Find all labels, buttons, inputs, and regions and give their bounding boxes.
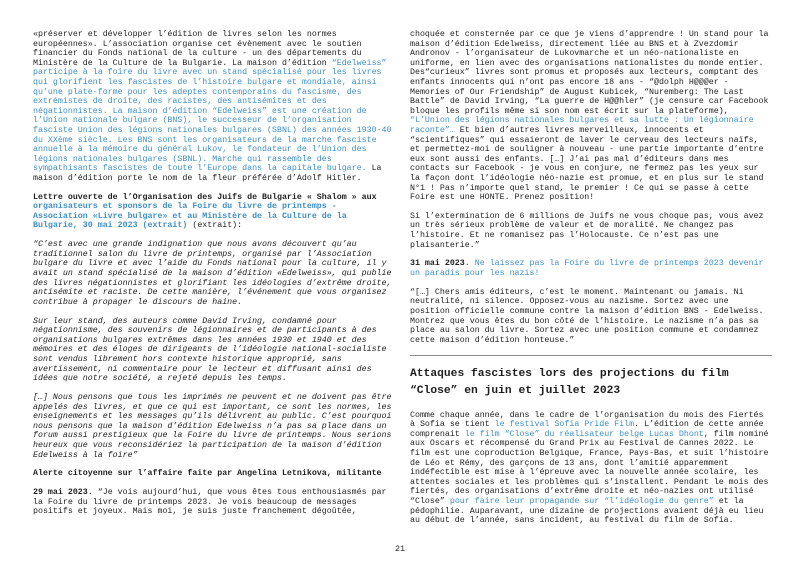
text-segment: Et bien d’autres livres merveilleux, innocents et “scientifiques” qui essaieront de laver le cerveau des lecteurs naïfs, et permettez-moi de souligner à nouveau - une partie importante d’entre eux sont aussi des enfants. […] J’ai pas mal d’éditeurs dans mes contacts sur Facebook - je vous en conjure, ne fermez pas les yeux sur la façon dont l’idéologie néo-nazie est promue, et en plus sur le stand N°1 ! Pas n’importe quel stand, le premier ! Ce qui se passe à cette Foire est une HONTE. Prenez position! [410,125,764,203]
text-segment: . L’édition de cette année comprenait [410,420,764,439]
text-segment: Lettre ouverte de l’Organisation des Juifs de Bulgarie « Shalom » aux [33,192,377,202]
extermination-paragraph: Si l’extermination de 6 millions de Juifs ne vous choque pas, vous avez un très sérieux problème de valeur et de moralité. Ne changez pas l’histoire. Et ne romanisez pas l’Holocauste. Ce n’est pas une plaisanterie.” [410,211,764,250]
link-text[interactable]: “Edelweiss” participe à la foire du livre avec un stand spécialisé pour les livres qui glorifient les fascistes de l’histoire bulgare et mondiale, ainsi qu’une plate-forme pour les adeptes contemporains du fascisme, des extrémistes de droite, des racistes, des antisémites et des négationnistes. La maison d’édition “Edelweiss” est une création de l’Union nationale bulgare (BNS), le successeur de l’organisation fasciste Union des légions nationales bulgares (SBNL) des années 1930-40 du XXème siècle. Les BNS sont les organisateurs de la marche fasciste annuelle à la mémoire du général Lukov, le fondateur de l’Union des légions nationales bulgares (SBNL). Marche qui rassemble des sympathisants fascistes de toute l’Europe dans la capitale bulgare. [33,58,392,174]
text-segment: . “Je vois aujourd’hui, que vous êtes tous enthousiasmés par la Foire du livre de printemps 2023. Je vois beaucoup de messages positifs et joyeux. Mais moi, je suis juste franchement dégoûtée, [33,488,387,517]
link-text[interactable]: Ne laissez pas la Foire du livre de printemps 2023 devenir un paradis pour les nazis! [410,259,764,279]
section-divider [410,355,772,356]
citizen-alert-heading: Alerte citoyenne sur l’affaire faite par Angelina Letnikova, militante [33,469,382,479]
left-column [33,30,395,535]
text-segment: La maison d’édition porte le nom de la fleur préférée d’Adolf Hitler. [33,164,382,183]
open-letter-heading [33,193,395,231]
text-segment: Comme chaque année, dans le cadre de l’organisation du mois des Fiertés à Sofia se tient [410,410,764,430]
text-segment: . [464,259,475,269]
link-text[interactable]: organisateurs et sponsors de la Foire du livre de printemps - Association «Livre bulgare» et au Ministère de la Culture de la Bulgarie, 30 mai 2023 (extrait) [33,202,347,231]
close-film-paragraph [410,411,772,526]
page-number: 21 [395,545,405,554]
letter-quote-paragraph-3: […] Nous pensons que tous les imprimés ne peuvent et ne doivent pas être appelés des livres, et que ce qui est important, ce sont les normes, les enseignements et les messages qu’ils délivrent au public. C’est pourquoi nous pensons que la maison d’édition Edelweiss n’a pas sa place dans un forum aussi prestigieux que la Foire du livre de printemps. Nous serions heureux que vous reconsidériez la participation de la maison d’édition Edelweiss à la foire” [33,392,392,460]
letter-quote-paragraph-1: “C’est avec une grande indignation que nous avons découvert qu’au traditionnel salon du livre de printemps, organisé par l’Association bulgare du livre et avec l’aide du Fonds national pour la culture, il y avait un stand spécialisé de la maison d’édition «Edelweiss», qui publie des livres négationnistes et glorifiant les idéologies d’extrême droite, antisémite et raciste. De cette manière, l’événement que vous organisez contribue à propager le discours de haine. [33,240,392,307]
text-segment: 29 mai 2023 [33,488,88,498]
intro-paragraph [33,30,395,184]
alert-continuation-paragraph [410,30,772,203]
link-text[interactable]: pour faire leur propagande sur “l’idéologie du genre” [449,496,714,506]
right-column [410,30,772,535]
text-segment: (extrait): [187,221,243,231]
link-text[interactable]: “L’Union des légions nationales bulgares et sa lutte : Un légionnaire raconte”… [410,116,754,135]
letter-quote-paragraph-2: Sur leur stand, des auteurs comme David Irving, condamné pour négationnisme, des souvenirs de légionnaires et de participants à des organisations bulgares extrêmes dans les années 1930 et 1940 et des mémoires et des éloges de dirigeants de l’idéologie national-socialiste sont vendus librement hors contexte historique approprié, sans avertissement, ni commentaire pour le lecteur et diffusant ainsi des idées que notre société, a rejeté depuis les temps. [33,316,387,384]
may31-paragraph [410,259,772,278]
link-text[interactable]: le film “Close” du réalisateur belge Lucas Dhont [464,429,704,439]
section-heading-close-film: Attaques fascistes lors des projections du film “Close” en juin et juillet 2023 [410,367,729,397]
text-segment: 31 mai 2023 [410,259,465,269]
link-text[interactable]: le festival Sofia Pride Film [494,420,635,430]
may29-paragraph [33,488,395,517]
text-segment: choquée et consternée par ce que je viens d’apprendre ! Un stand pour la maison d’édition Edelweiss, directement liée au BNS et à Zvezdomir Andronov - l’organisateur de Lukovmarche et un néo-nationaliste en uniforme, en lien avec des organisations nationalistes du monde entier. Des“curieux” livres sont promus et proposés aux lecteurs, comptant des enfants innocents qui n’ont pas encore 18 ans - “@dolph H@@@er - Memories of Our Friendship” de August Kubicek, “Nuremberg: The Last Battle” de David Irving, “La guerre de H@@hler” (je censure car Facebook bloque les profils même si son nom est écrit sur la plateforme), [410,30,769,116]
text-segment: «préserver et développer l’édition de livres selon les normes européennes». L’association organise cet évènement avec le soutien financier du Fonds national de la culture - un des départements du Ministère de la Culture de la Bulgarie. La maison d’édition [33,30,362,68]
appeal-quote-paragraph: “[…] Chers amis éditeurs, c’est le moment. Maintenant ou jamais. Ni neutralité, ni silence. Opposez-vous au nazisme. Sortez avec une position officielle commune contre la maison d’édition BNS - Edelweiss. Montrez que vous êtes du bon côté de l’histoire. Le nazisme n’a pas sa place au salon du livre. Sortez avec une position commune et condamnez cette maison d’édition honteuse.” [410,287,764,345]
text-segment: et la pédophilie. Auparavant, une dizaine de projections avaient déjà eu lieu au début de l’année, sans incident, au festival du film de Sofia. [410,496,764,526]
text-segment: , film nominé aux Oscars et récompensé du Grand Prix au Festival de Cannes 2022. Le film est une coproduction Belgique, France, Pays-Bas, et suit l’histoire de Léo et Rémy, des garçons de 13 ans, dont l’amitié apparemment indéfectible est mise à l’épreuve avec la nouvelle année scolaire, les attentes sociales et les problèmes qui s’installent. Pendant le mois des fiertés, des organisations d’extrême droite et néo-nazies ont utilisé “Close” [410,429,769,506]
